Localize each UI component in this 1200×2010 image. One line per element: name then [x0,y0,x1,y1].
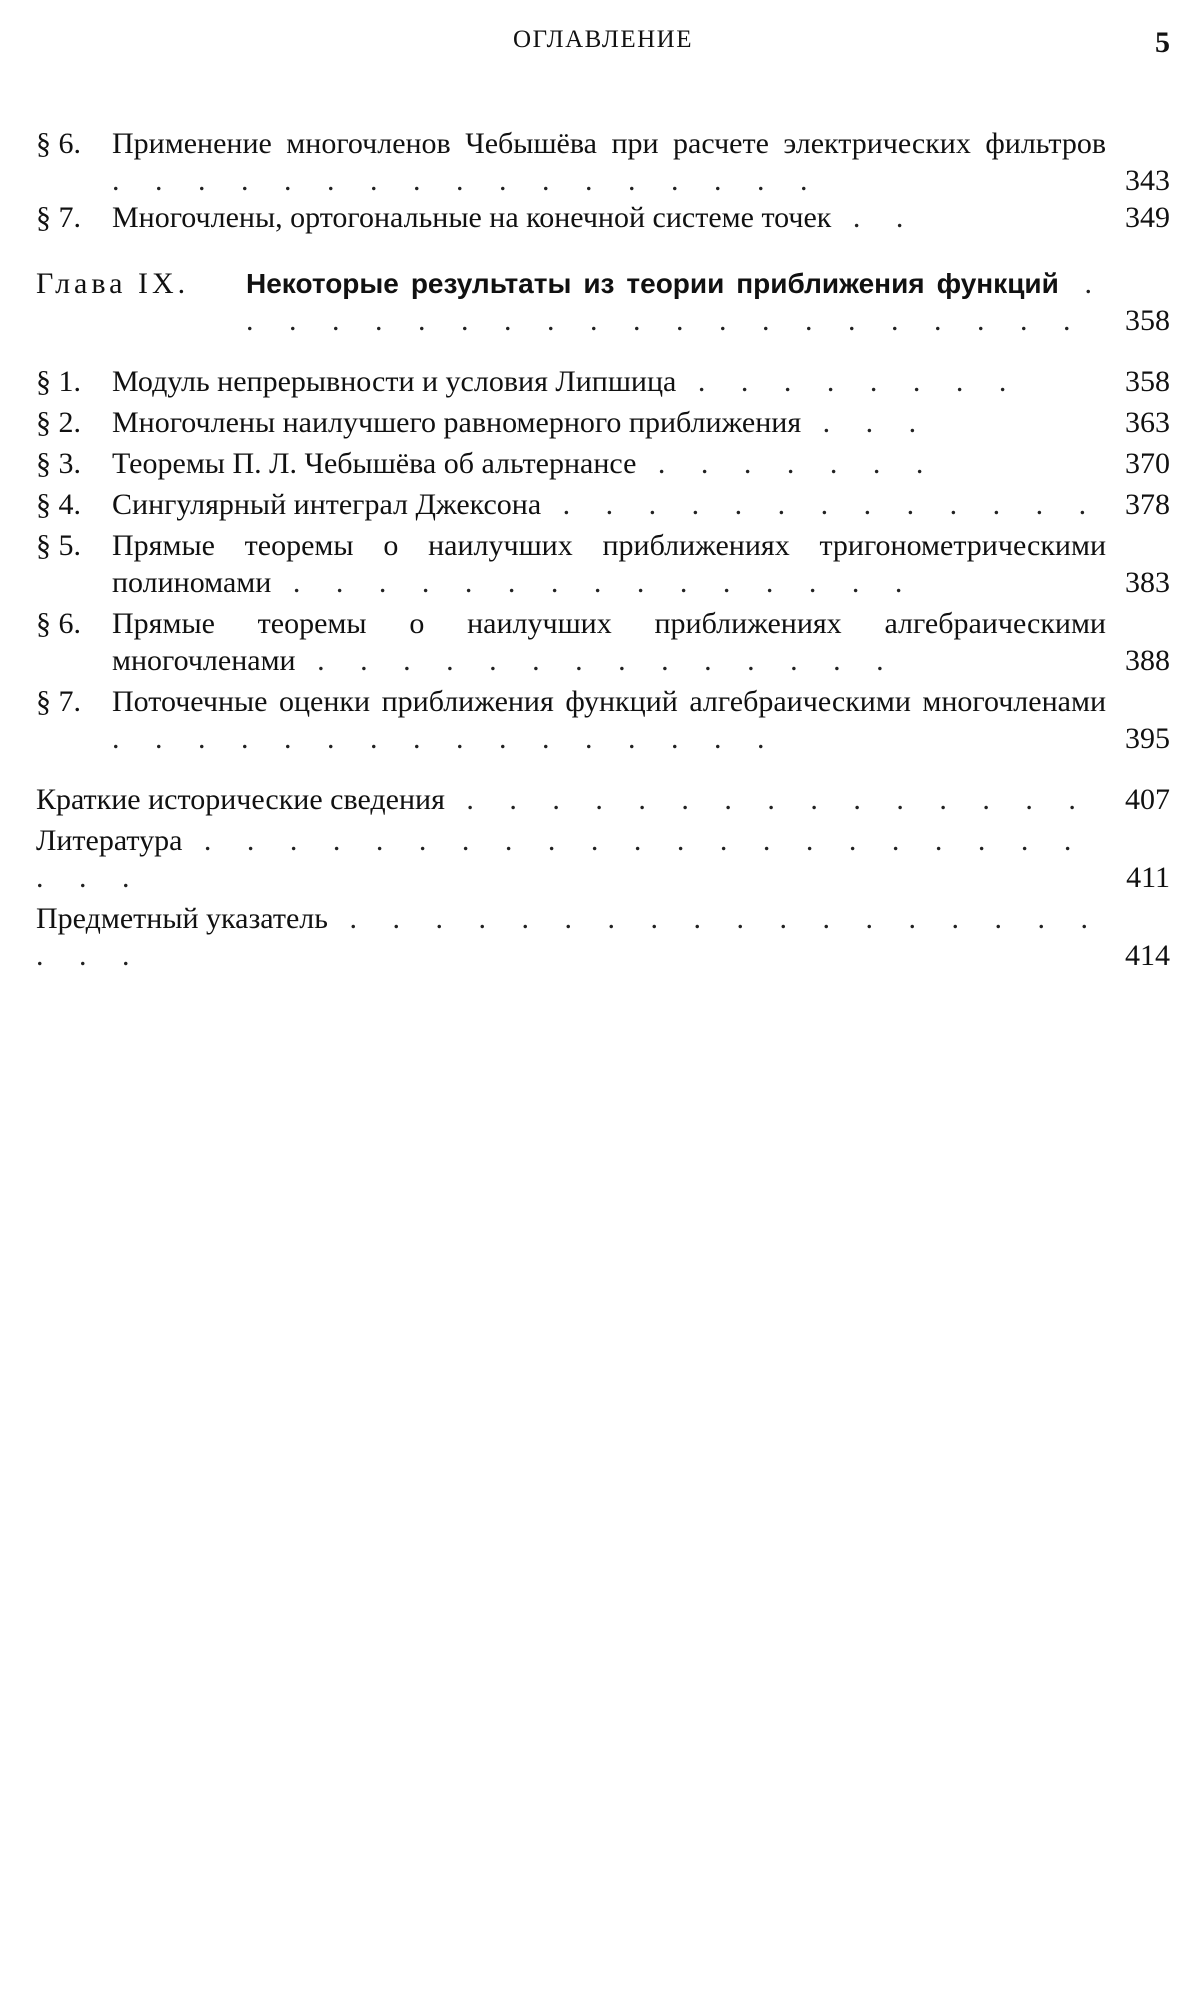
toc-entry-page: 407 [1125,783,1170,816]
toc-entry-page: 358 [1125,365,1170,398]
toc-entry-page: 388 [1125,644,1170,677]
toc-entry-title: Многочлены, ортогональные на конечной системе точек [112,201,832,234]
toc-entry-title: Теоремы П. Л. Чебышёва об альтернансе [112,447,637,480]
toc-entry-number: § 2. [36,406,81,439]
toc-entry: § 2. Многочлены наилучшего равномерного приближения . . . 363 [36,406,1170,439]
toc-entry-title: Сингулярный интеграл Джексона [112,488,542,521]
running-head: ОГЛАВЛЕНИЕ [513,26,693,53]
toc-entry-page: 358 [1125,304,1170,337]
page-header [36,26,1170,66]
toc-entry: § 1. Модуль непрерывности и условия Липшица . . . . . . . . 358 [36,365,1170,398]
toc-entry-page: 349 [1125,201,1170,234]
toc-entry: § 3. Теоремы П. Л. Чебышёва об альтернансе . . . . . . . 370 [36,447,1170,480]
toc-entry-number: § 7. [36,201,81,234]
toc-entry-title: Применение многочленов Чебышёва при расчете электрических фильтров [112,127,1106,160]
toc-entry-title: Прямые теоремы о наилучших приближениях тригонометрическими полиномами [112,529,1106,599]
page-number: 5 [1155,26,1170,59]
toc-entry-title: Краткие исторические сведения [36,783,445,816]
toc-entry: § 7. Многочлены, ортогональные на конечной системе точек . . 349 [36,201,1170,234]
toc-entry-page: 370 [1125,447,1170,480]
toc-entry: § 4. Сингулярный интеграл Джексона . . . . . . . . . . . . . 378 [36,488,1170,521]
toc-entry-title: Предметный указатель [36,902,328,935]
toc-entry-title: Многочлены наилучшего равномерного приближения [112,406,802,439]
toc-entry: Литература . . . . . . . . . . . . . . . . . . . . . . . . 411 [36,824,1170,894]
toc-entry-number: § 6. [36,127,81,160]
toc-entry-number: § 1. [36,365,81,398]
toc-entry: Краткие исторические сведения . . . . . . . . . . . . . . . 407 [36,783,1170,816]
toc-entry-number: § 5. [36,529,81,562]
toc-entry-page: 411 [1126,861,1170,894]
toc-entry-page: 395 [1125,722,1170,755]
toc-entry-title: Литература [36,824,183,857]
toc-entry: § 6. Применение многочленов Чебышёва при расчете электрических фильтров . . . . . . . . . . . . . . . . . 343 [36,127,1170,197]
toc-entry: § 7. Поточечные оценки приближения функций алгебраическими многочленами . . . . . . . . . . . . . . . . 395 [36,685,1170,755]
toc-chapter-entry: Глава IX. Некоторые результаты из теории приближения функций . . . . . . . . . . . . . . . . . . . . . 358 [36,267,1170,337]
toc-entry-page: 383 [1125,566,1170,599]
toc-entry-page: 378 [1125,488,1170,521]
toc-entry-number: § 4. [36,488,81,521]
toc-entry-page: 343 [1125,164,1170,197]
toc-entry-page: 414 [1125,939,1170,972]
toc-chapter-number: Глава IX. [36,267,190,300]
toc-entry-number: § 7. [36,685,81,718]
toc-entry-number: § 6. [36,607,81,640]
toc-entry: Предметный указатель . . . . . . . . . . . . . . . . . . . . . 414 [36,902,1170,972]
toc-entry-page: 363 [1125,406,1170,439]
table-of-contents [36,125,1170,974]
toc-entry-title: Поточечные оценки приближения функций алгебраическими многочленами [112,685,1106,718]
toc-entry: § 6. Прямые теоремы о наилучших приближениях алгебраическими многочленами . . . . . . . . . . . . . . 388 [36,607,1170,677]
toc-entry-title: Прямые теоремы о наилучших приближениях алгебраическими многочленами [112,607,1106,677]
toc-entry-title: Модуль непрерывности и условия Липшица [112,365,677,398]
toc-chapter-title: Некоторые результаты из теории приближения функций [246,268,1059,299]
toc-entry: § 5. Прямые теоремы о наилучших приближениях тригонометрическими полиномами . . . . . . . . . . . . . . . 383 [36,529,1170,599]
toc-entry-number: § 3. [36,447,81,480]
